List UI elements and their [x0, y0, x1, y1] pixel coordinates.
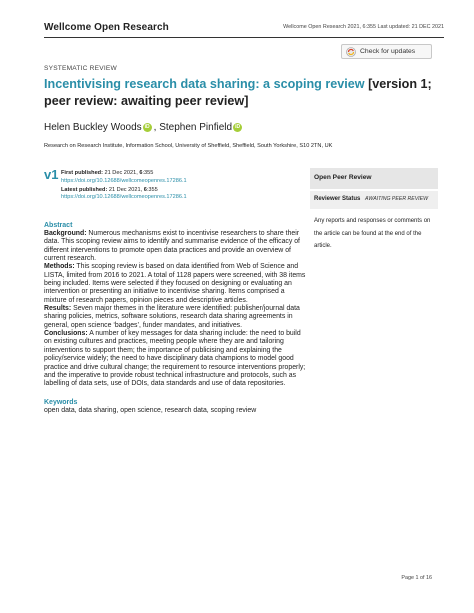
check-updates-icon	[346, 47, 356, 57]
article-type: SYSTEMATIC REVIEW	[44, 65, 117, 72]
first-published-date: 21 Dec 2021,	[104, 170, 138, 176]
journal-name: Wellcome Open Research	[44, 22, 169, 33]
page-number: Page 1 of 16	[401, 575, 432, 581]
latest-published-article: :355	[146, 186, 158, 193]
abstract-section	[44, 222, 307, 415]
abstract-results	[44, 305, 307, 330]
keywords-heading: Keywords	[44, 398, 78, 406]
latest-published-line	[61, 187, 187, 195]
keywords-text: open data, data sharing, open science, research data, scoping review	[44, 406, 257, 414]
first-published-volume: 6	[139, 170, 143, 176]
conclusions-label: Conclusions:	[44, 330, 88, 338]
conclusions-text: A number of key messages for data sharing include: the need to build on existing cultures and practices, meeting people where they are and tailoring interventions to support them; the importance of publicising and explaining the policy/service widely; the need to have disciplinary data champions to model good practice and drive cultural change; the requirement to resource interventions properly; and the imperative to provide robust technical infrastructure and protocols, such as labelling of data sets, use of DOIs, data standards and use of data repositories.	[44, 330, 306, 388]
methods-text: This scoping review is based on data identified from Web of Science and LISTA, limited from 2016 to 2021. A total of 1128 papers were screened, with 38 items being included. Items were selected if they focused on designing or evaluating an intervention or presenting an initiative to incentivise sharing. Items comprised a mixture of research papers, opinion pieces and descriptive articles.	[44, 263, 306, 304]
journal-meta: Wellcome Open Research 2021, 6:355 Last updated: 21 DEC 2021	[283, 24, 444, 30]
first-published-label: First published:	[61, 170, 103, 176]
reviewer-status-row	[310, 191, 438, 209]
page-header	[44, 22, 444, 36]
orcid-icon[interactable]: iD	[144, 124, 150, 130]
first-published-line	[61, 170, 187, 178]
title-main: Incentivising research data sharing: a scoping review	[44, 77, 365, 91]
latest-published-doi-link[interactable]: https://doi.org/10.12688/wellcomeopenres.17286.1	[61, 194, 187, 201]
orcid-icon[interactable]: iD	[235, 124, 241, 130]
author-list	[44, 122, 244, 133]
open-peer-review-panel	[310, 168, 438, 253]
reviewer-status-value: AWAITING PEER REVIEW	[365, 196, 428, 202]
background-text: Numerous mechanisms exist to incentivise researchers to share their data. This scoping review aims to identify and summarise evidence of the efficacy of different interventions to promote open data practices and provide an overview of current research.	[44, 230, 300, 263]
abstract-methods	[44, 263, 307, 305]
peer-review-note: Any reports and responses or comments on the article can be found at the end of the article.	[314, 218, 431, 249]
abstract-heading: Abstract	[44, 222, 73, 229]
author-name[interactable]: Helen Buckley Woods	[44, 122, 142, 133]
version-badge: v1	[44, 167, 59, 182]
background-label: Background:	[44, 230, 87, 237]
article-title	[44, 76, 444, 110]
first-published-article: :355	[142, 170, 154, 176]
publication-info	[61, 170, 187, 202]
title-status: [version 1; peer review: awaiting peer review]	[44, 77, 432, 108]
reviewer-status-label: Reviewer Status	[314, 196, 361, 202]
author-name[interactable]: Stephen Pinfield	[159, 122, 233, 133]
check-for-updates-button[interactable]	[341, 44, 432, 59]
author-separator: ,	[153, 122, 160, 133]
latest-published-volume: 6	[143, 186, 147, 193]
affiliation: Research on Research Institute, Information School, University of Sheffield, Sheffield, South Yorkshire, S10 2TN, UK	[44, 143, 333, 149]
open-peer-review-heading: Open Peer Review	[310, 168, 438, 189]
results-text: Seven major themes in the literature were identified: publisher/journal data sharing policies, metrics, software solutions, research data sharing agreements in general, open science ‘badges’, funder mandates, and initiatives.	[44, 305, 300, 329]
check-updates-label: Check for updates	[360, 48, 416, 55]
methods-label: Methods:	[44, 263, 75, 271]
header-divider	[44, 37, 444, 38]
abstract-background	[44, 230, 307, 263]
first-published-doi-link[interactable]: https://doi.org/10.12688/wellcomeopenres.17286.1	[61, 177, 187, 184]
latest-published-date: 21 Dec 2021,	[108, 186, 143, 193]
latest-published-label: Latest published:	[61, 186, 108, 193]
abstract-conclusions	[44, 330, 307, 388]
results-label: Results:	[44, 305, 72, 313]
